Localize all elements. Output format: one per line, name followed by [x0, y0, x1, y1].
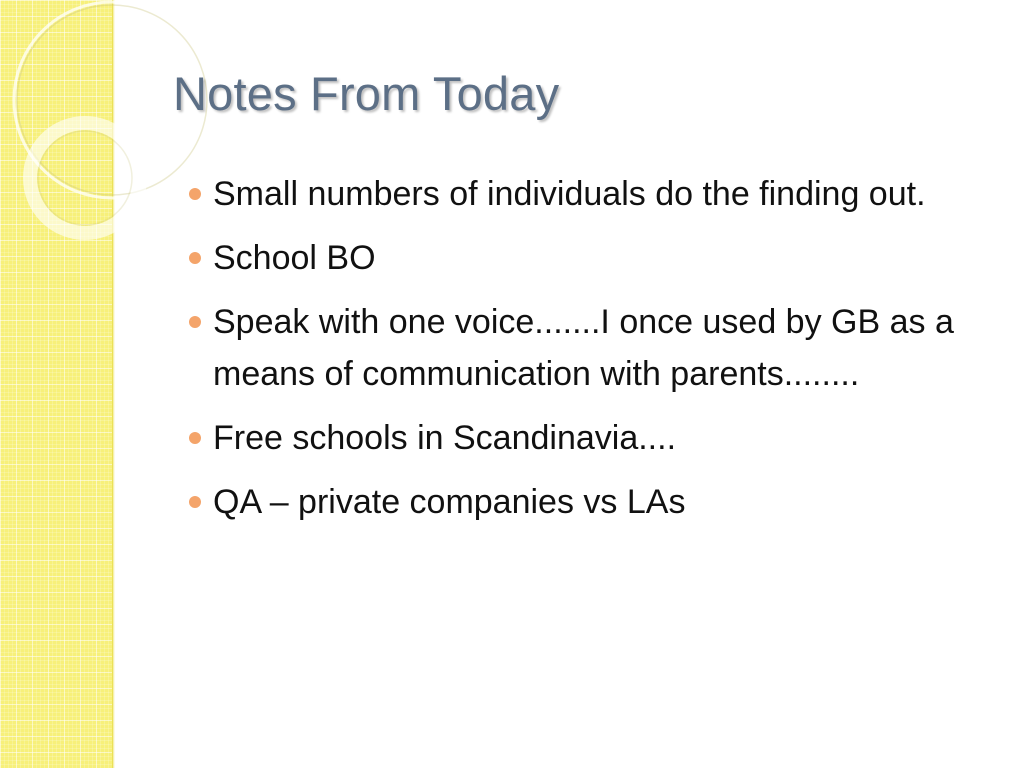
bullet-text: Speak with one voice.......I once used by GB as a means of communication with parents........	[213, 303, 954, 393]
bullet-text: Small numbers of individuals do the finding out.	[213, 175, 926, 213]
bullet-item	[186, 168, 966, 220]
bullet-list	[186, 168, 966, 540]
side-band-edge	[112, 0, 115, 768]
bullet-text: QA – private companies vs LAs	[213, 483, 686, 521]
bullet-text: School BO	[213, 239, 376, 277]
bullet-icon	[189, 496, 201, 508]
bullet-text: Free schools in Scandinavia....	[213, 419, 677, 457]
bullet-icon	[189, 316, 201, 328]
bullet-item	[186, 232, 966, 284]
bullet-icon	[189, 252, 201, 264]
bullet-item	[186, 412, 966, 464]
bullet-item	[186, 476, 966, 528]
bullet-icon	[189, 432, 201, 444]
bullet-icon	[189, 188, 201, 200]
bullet-item	[186, 296, 966, 400]
slide-title: Notes From Today	[173, 67, 560, 120]
decorative-side-band	[0, 0, 113, 768]
